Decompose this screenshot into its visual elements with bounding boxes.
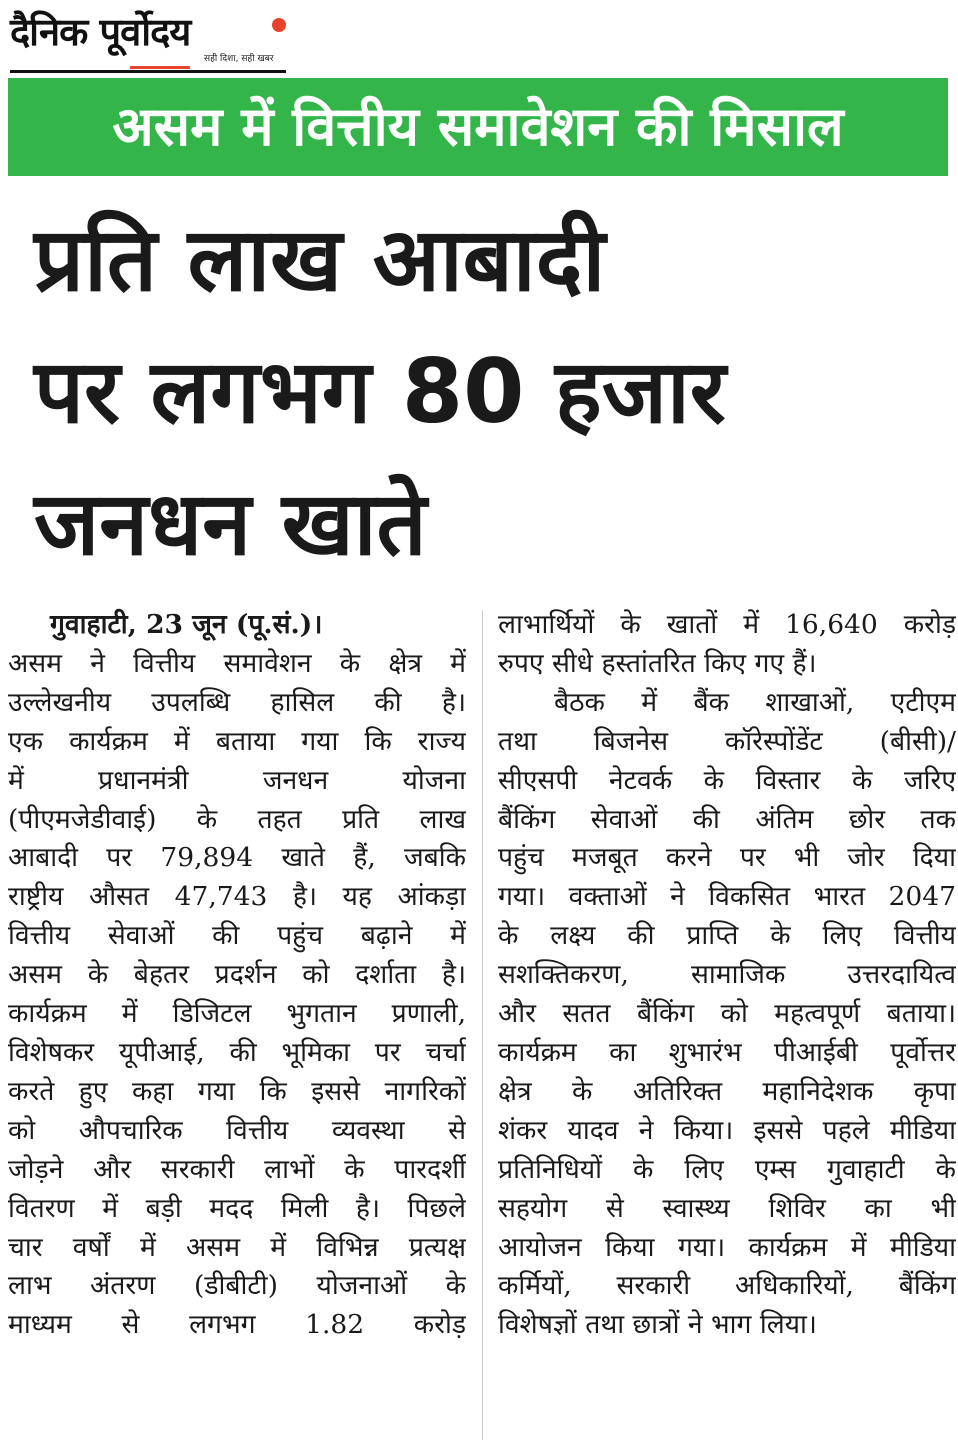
- masthead-rule: [10, 70, 286, 73]
- body-line: लाभ अंतरण (डीबीटी) योजनाओं के: [8, 1270, 466, 1302]
- body-line: कार्यक्रम का शुभारंभ पीआईबी पूर्वोत्तर: [498, 1036, 956, 1068]
- body-line: आयोजन किया गया। कार्यक्रम में मीडिया: [498, 1231, 956, 1263]
- masthead: [10, 8, 286, 72]
- body-line: चार वर्षों में असम में विभिन्न प्रत्यक्ष: [8, 1231, 466, 1263]
- column-divider: [482, 610, 483, 1440]
- body-line: विशेषकर यूपीआई, की भूमिका पर चर्चा: [8, 1036, 466, 1068]
- body-line: तथा बिजनेस कॉरेस्पोंडेंट (बीसी)/: [498, 725, 956, 757]
- headline-line: पर लगभग 80 हजार: [34, 340, 726, 443]
- headline-line: जनधन खाते: [34, 472, 427, 575]
- headline: [34, 194, 934, 590]
- body-line: उल्लेखनीय उपलब्धि हासिल की है।: [8, 686, 466, 718]
- body-line: लाभार्थियों के खातों में 16,640 करोड़: [498, 609, 956, 640]
- body-line: बैंकिंग सेवाओं की अंतिम छोर तक: [498, 803, 956, 835]
- body-line: और सतत बैंकिंग को महत्वपूर्ण बताया।: [498, 998, 956, 1030]
- headline-line: प्रति लाख आबादी: [34, 208, 606, 311]
- article-column-left: [8, 606, 466, 1345]
- body-line: राष्ट्रीय औसत 47,743 है। यह आंकड़ा: [8, 881, 466, 913]
- body-line: एक कार्यक्रम में बताया गया कि राज्य: [8, 725, 466, 757]
- logo-accent-dot: [272, 18, 286, 32]
- body-line: में प्रधानमंत्री जनधन योजना: [8, 764, 466, 796]
- body-line: गया। वक्ताओं ने विकसित भारत 2047: [498, 881, 956, 913]
- body-line: कर्मियों, सरकारी अधिकारियों, बैंकिंग: [498, 1270, 956, 1302]
- body-line: असम के बेहतर प्रदर्शन को दर्शाता है।: [8, 959, 466, 991]
- body-line: सहयोग से स्वास्थ्य शिविर का भी: [498, 1192, 956, 1224]
- body-line: (पीएमजेडीवाई) के तहत प्रति लाख: [8, 803, 466, 835]
- body-line: को औपचारिक वित्तीय व्यवस्था से: [8, 1114, 466, 1146]
- newspaper-tagline: सही दिशा, सही खबर: [204, 54, 274, 64]
- body-line: शंकर यादव ने किया। इससे पहले मीडिया: [498, 1114, 956, 1146]
- kicker-text: असम में वित्तीय समावेशन की मिसाल: [112, 95, 844, 158]
- body-line: सशक्तिकरण, सामाजिक उत्तरदायित्व: [498, 959, 956, 991]
- body-line: वित्तीय सेवाओं की पहुंच बढ़ाने में: [8, 920, 466, 952]
- body-line: क्षेत्र के अतिरिक्त महानिदेशक कृपा: [498, 1075, 956, 1107]
- body-line: पहुंच मजबूत करने पर भी जोर दिया: [498, 842, 956, 874]
- body-line: के लक्ष्य की प्राप्ति के लिए वित्तीय: [498, 920, 956, 952]
- body-line: माध्यम से लगभग 1.82 करोड़: [8, 1309, 466, 1341]
- body-line: वितरण में बड़ी मदद मिली है। पिछले: [8, 1192, 466, 1224]
- body-line: जोड़ने और सरकारी लाभों के पारदर्शी: [8, 1153, 466, 1185]
- body-line: असम ने वित्तीय समावेशन के क्षेत्र में: [8, 647, 466, 679]
- body-line: रुपए सीधे हस्तांतरित किए गए हैं।: [498, 647, 817, 679]
- dateline: [8, 606, 466, 645]
- body-line: विशेषज्ञों तथा छात्रों ने भाग लिया।: [498, 1309, 817, 1341]
- body-line: आबादी पर 79,894 खाते हैं, जबकि: [8, 842, 466, 874]
- article-column-right: [498, 606, 956, 1345]
- body-line: करते हुए कहा गया कि इससे नागरिकों: [8, 1075, 466, 1107]
- body-line: सीएसपी नेटवर्क के विस्तार के जरिए: [498, 764, 956, 796]
- masthead-accent-rule: [130, 66, 190, 69]
- dateline-text: गुवाहाटी, 23 जून (पू.सं.)।: [50, 609, 323, 640]
- body-line: बैठक में बैंक शाखाओं, एटीएम: [554, 686, 956, 718]
- body-line: कार्यक्रम में डिजिटल भुगतान प्रणाली,: [8, 998, 466, 1030]
- newspaper-logo: दैनिक पूर्वोदय: [10, 10, 191, 54]
- kicker-banner: [8, 78, 948, 176]
- body-line: प्रतिनिधियों के लिए एम्स गुवाहाटी के: [498, 1153, 956, 1185]
